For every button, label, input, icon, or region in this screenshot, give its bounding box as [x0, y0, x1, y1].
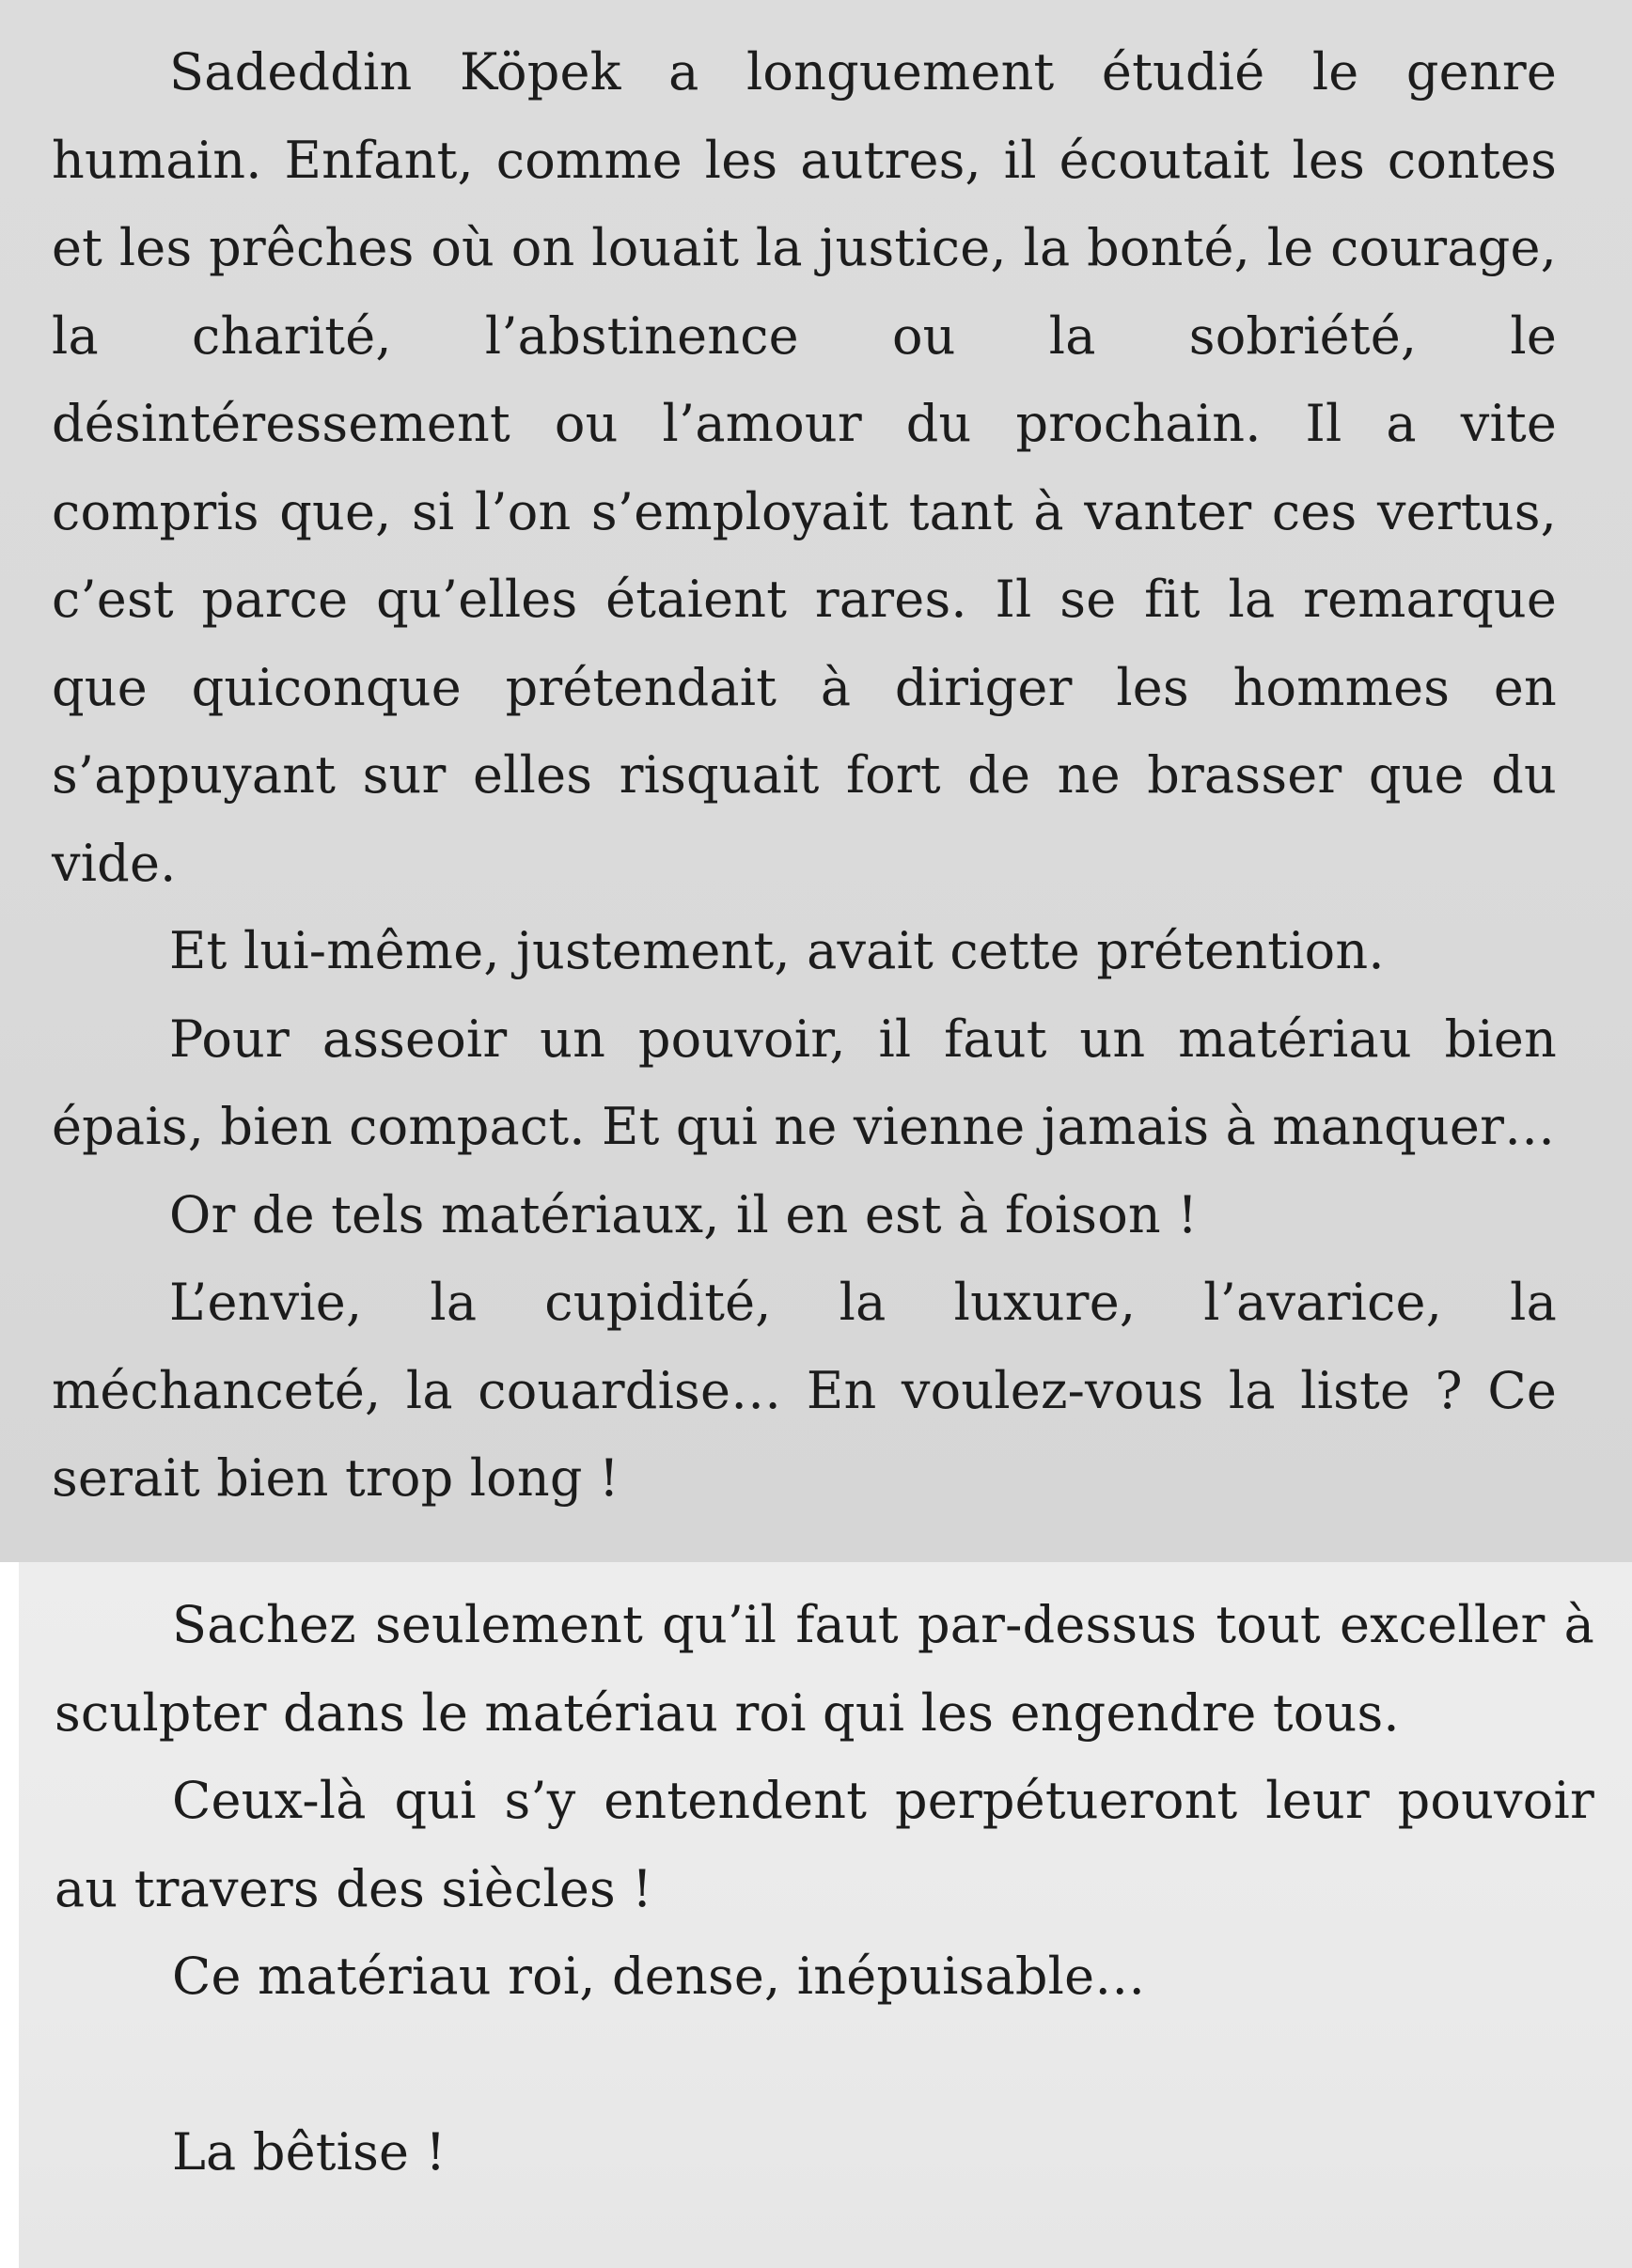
blank-line [55, 2021, 1594, 2109]
paragraph-final: La bêtise ! [172, 2122, 447, 2182]
page-edge-left [0, 1562, 19, 2268]
paragraph-8: Ce matériau roi, dense, inépuisable… [172, 1947, 1146, 2006]
paragraph-3: Pour asseoir un pouvoir, il faut un matériau bien épais, bien compact. Et qui ne vienne jamais à manquer… [52, 1009, 1557, 1156]
paragraph-5: L’envie, la cupidité, la luxure, l’avarice, la méchanceté, la couardise… En voulez-vous la liste ? Ce serait bien trop long ! [52, 1273, 1557, 1508]
paragraph-1: Sadeddin Köpek a longuement étudié le genre humain. Enfant, comme les autres, il écoutait les contes et les prêches où on louait la justice, la bonté, le courage, la charité, l’abstinence ou la sobriété, le désintéressement ou l’amour du prochain. Il a vite compris que, si l’on s’employait tant à vanter ces vertus, c’est parce qu’elles étaient rares. Il se fit la remarque que quiconque prétendait à diriger les hommes en s’appuyant sur elles risquait fort de ne brasser que du vide. [52, 42, 1557, 893]
paragraph-7: Ceux-là qui s’y entendent perpétueront leur pouvoir au travers des siècles ! [55, 1771, 1594, 1918]
paragraph-6: Sachez seulement qu’il faut par-dessus tout exceller à sculpter dans le matériau roi qui les engendre tous. [55, 1595, 1594, 1743]
paragraph-4: Or de tels matériaux, il en est à foison ! [169, 1184, 1199, 1244]
page-lower-section [0, 1562, 1632, 2268]
paragraph-2: Et lui-même, justement, avait cette prétention. [169, 921, 1385, 980]
